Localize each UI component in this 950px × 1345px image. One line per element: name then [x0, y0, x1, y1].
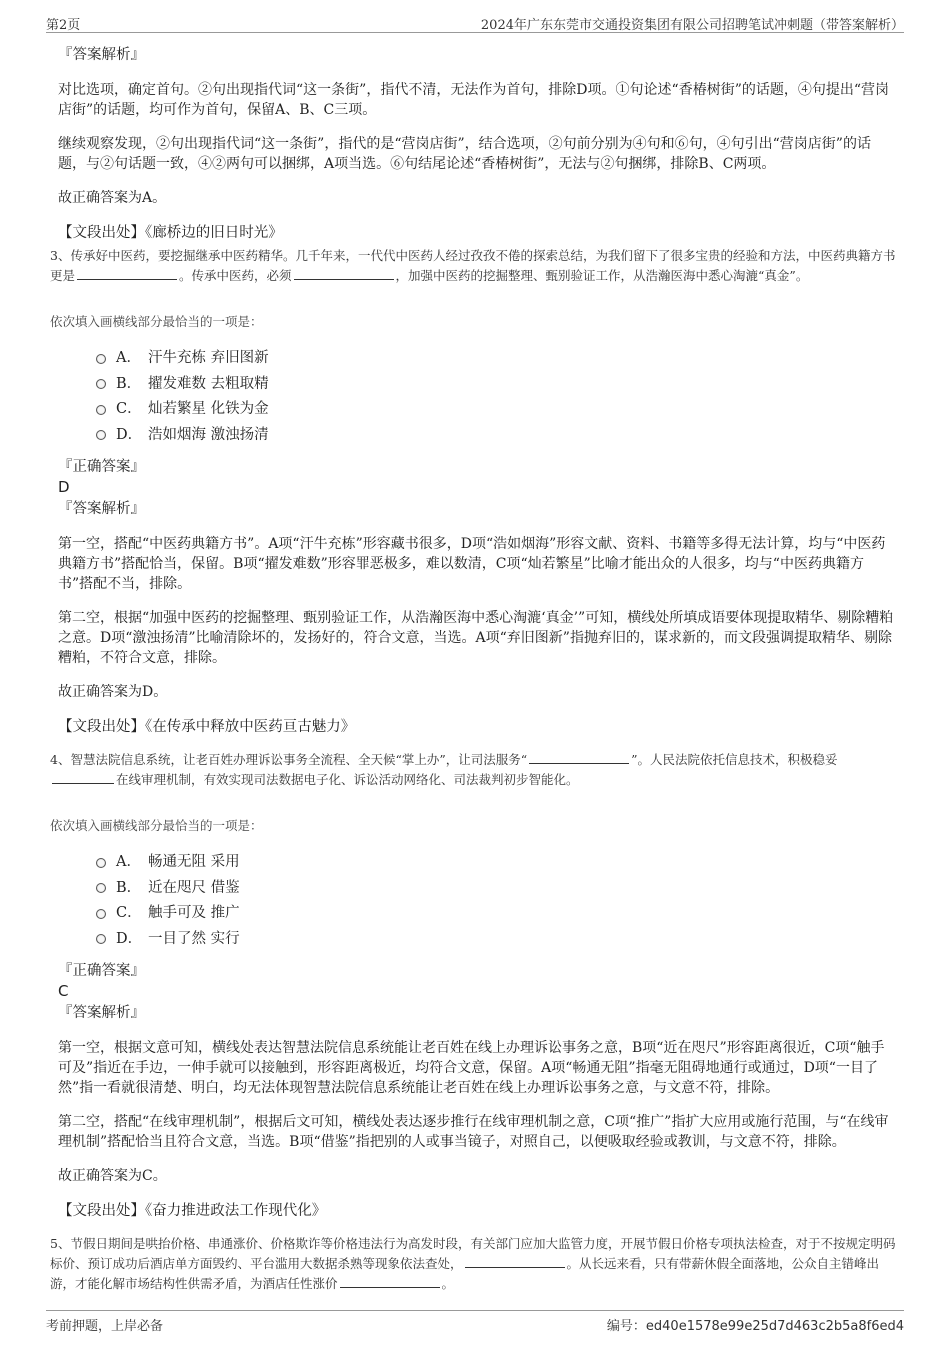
document-code: 编号：ed40e1578e99e25d7d463c2b5a8f6ed4 — [606, 1319, 904, 1334]
option-b[interactable]: B． 擢发难数 去粗取精 — [96, 372, 898, 398]
analysis-paragraph: 对比选项，确定首句。②句出现指代词“这一条街”，指代不清，无法作为首句，排除D项。①句论述“香椿树街”的话题，④句提出“营岗店街”的话题，均可作为首句，保留A、B、C三项。 — [58, 82, 890, 118]
radio-icon[interactable] — [96, 379, 106, 389]
fill-blank — [77, 267, 177, 280]
option-c[interactable]: C． 灿若繁星 化铁为金 — [96, 397, 898, 423]
radio-icon[interactable] — [96, 934, 106, 944]
option-c[interactable]: C． 触手可及 推广 — [96, 901, 898, 927]
source-citation: 【文段出处】《廊桥边的旧日时光》 — [58, 225, 283, 241]
conclusion: 故正确答案为A。 — [58, 190, 167, 206]
question-3-text: 3、传承好中医药，要挖掘继承中医药精华。几千年来，一代代中医药人经过孜孜不倦的探索总结，为我们留下了很多宝贵的经验和方法，中医药典籍方书更是 。传承中医药，必须 ，加强中医药的挖掘整理、甄别验证工作，从浩瀚医海中悉心淘漉“真金”。 — [50, 248, 896, 283]
document-title: 2024年广东东莞市交通投资集团有限公司招聘笔试冲刺题（带答案解析） — [480, 18, 904, 33]
radio-icon[interactable] — [96, 354, 106, 364]
analysis-tag: 『答案解析』 — [58, 47, 145, 63]
footer-slogan: 考前押题，上岸必备 — [46, 1319, 164, 1334]
page-header — [46, 12, 904, 33]
fill-blank — [294, 267, 394, 280]
question-5-text: 5、节假日期间是哄抬价格、串通涨价、价格欺诈等价格违法行为高发时段，有关部门应加大监管力度，开展节假日价格专项执法检查，对于不按规定明码标价、预订成功后酒店单方面毁约、平台滥用大数据杀熟等现象依法查处， 。从长远来看，只有带薪休假全面落地，公众自主错峰出游，才能化解市场结构性供需矛盾，为酒店任性涨价 。 — [50, 1236, 896, 1291]
analysis-paragraph: 第二空，根据“加强中医药的挖掘整理、甄别验证工作，从浩瀚医海中悉心淘漉‘真金’”可知，横线处所填成语要体现提取精华、剔除糟粕之意。D项“激浊扬清”比喻清除坏的，发扬好的，符合文意，当选。A项“弃旧图新”指抛弃旧的，谋求新的，而文段强调提取精华、剔除糟粕，不符合文意，排除。 — [58, 610, 894, 666]
document-body — [50, 44, 898, 1294]
option-b[interactable]: B． 近在咫尺 借鉴 — [96, 876, 898, 902]
page-footer — [46, 1310, 904, 1333]
options-list — [96, 850, 898, 952]
conclusion: 故正确答案为D。 — [58, 684, 168, 700]
analysis-paragraph: 继续观察发现，②句出现指代词“这一条街”，指代的是“营岗店街”，结合选项，②句前分别为④句和⑥句，④句引出“营岗店街”的话题，与②句话题一致，④②两句可以捆绑，A项当选。⑥句结尾论述“香椿树街”，无法与②句捆绑，排除B、C两项。 — [58, 136, 871, 172]
question-prompt: 依次填入画横线部分最恰当的一项是： — [50, 818, 263, 833]
fill-blank — [465, 1255, 565, 1268]
radio-icon[interactable] — [96, 883, 106, 893]
option-d[interactable]: D． 浩如烟海 激浊扬清 — [96, 423, 898, 449]
correct-answer: C — [58, 982, 69, 1000]
answer-tag: 『正确答案』 — [58, 459, 145, 475]
radio-icon[interactable] — [96, 405, 106, 415]
radio-icon[interactable] — [96, 430, 106, 440]
conclusion: 故正确答案为C。 — [58, 1168, 167, 1184]
answer-tag: 『正确答案』 — [58, 963, 145, 979]
analysis-tag: 『答案解析』 — [58, 501, 145, 517]
option-d[interactable]: D． 一目了然 实行 — [96, 927, 898, 953]
radio-icon[interactable] — [96, 858, 106, 868]
source-citation: 【文段出处】《奋力推进政法工作现代化》 — [58, 1203, 327, 1219]
analysis-paragraph: 第一空，根据文意可知，横线处表达智慧法院信息系统能让老百姓在线上办理诉讼事务之意，B项“近在咫尺”形容距离很近，C项“触手可及”指近在手边，一伸手就可以接触到，形容距离极近，均符合文意，保留。A项“畅通无阻”指毫无阻碍地通行或通过，D项“一目了然”指一看就很清楚、明白，均无法体现智慧法院信息系统能让老百姓在线上办理诉讼事务之意，与文意不符，排除。 — [58, 1040, 885, 1096]
options-list — [96, 346, 898, 448]
analysis-paragraph: 第一空，搭配“中医药典籍方书”。A项“汗牛充栋”形容藏书很多，D项“浩如烟海”形容文献、资料、书籍等多得无法计算，均与“中医药典籍方书”搭配恰当，保留。B项“擢发难数”形容罪恶极多，难以数清，C项“灿若繁星”比喻才能出众的人很多，均与“中医药典籍方书”搭配不当，排除。 — [58, 536, 886, 592]
question-4-text: 4、智慧法院信息系统，让老百姓办理诉讼事务全流程、全天候“掌上办”，让司法服务“ ”。人民法院依托信息技术，积极稳妥在线审理机制，有效实现司法数据电子化、诉讼活动网络化、司法裁判初步智能化。 — [50, 752, 838, 787]
correct-answer: D — [58, 478, 70, 496]
option-a[interactable]: A． 汗牛充栋 弃旧图新 — [96, 346, 898, 372]
analysis-paragraph: 第二空，搭配“在线审理机制”，根据后文可知，横线处表达逐步推行在线审理机制之意，C项“推广”指扩大应用或施行范围，与“在线审理机制”搭配恰当且符合文意，当选。B项“借鉴”指把别的人或事当镜子，对照自己，以便吸取经验或教训，与文意不符，排除。 — [58, 1114, 889, 1150]
fill-blank — [52, 771, 114, 784]
page-number: 第2页 — [46, 18, 81, 33]
option-a[interactable]: A． 畅通无阻 采用 — [96, 850, 898, 876]
radio-icon[interactable] — [96, 909, 106, 919]
fill-blank — [529, 751, 629, 764]
fill-blank — [340, 1275, 440, 1288]
question-prompt: 依次填入画横线部分最恰当的一项是： — [50, 314, 263, 329]
analysis-tag: 『答案解析』 — [58, 1005, 145, 1021]
source-citation: 【文段出处】《在传承中释放中医药亘古魅力》 — [58, 719, 356, 735]
